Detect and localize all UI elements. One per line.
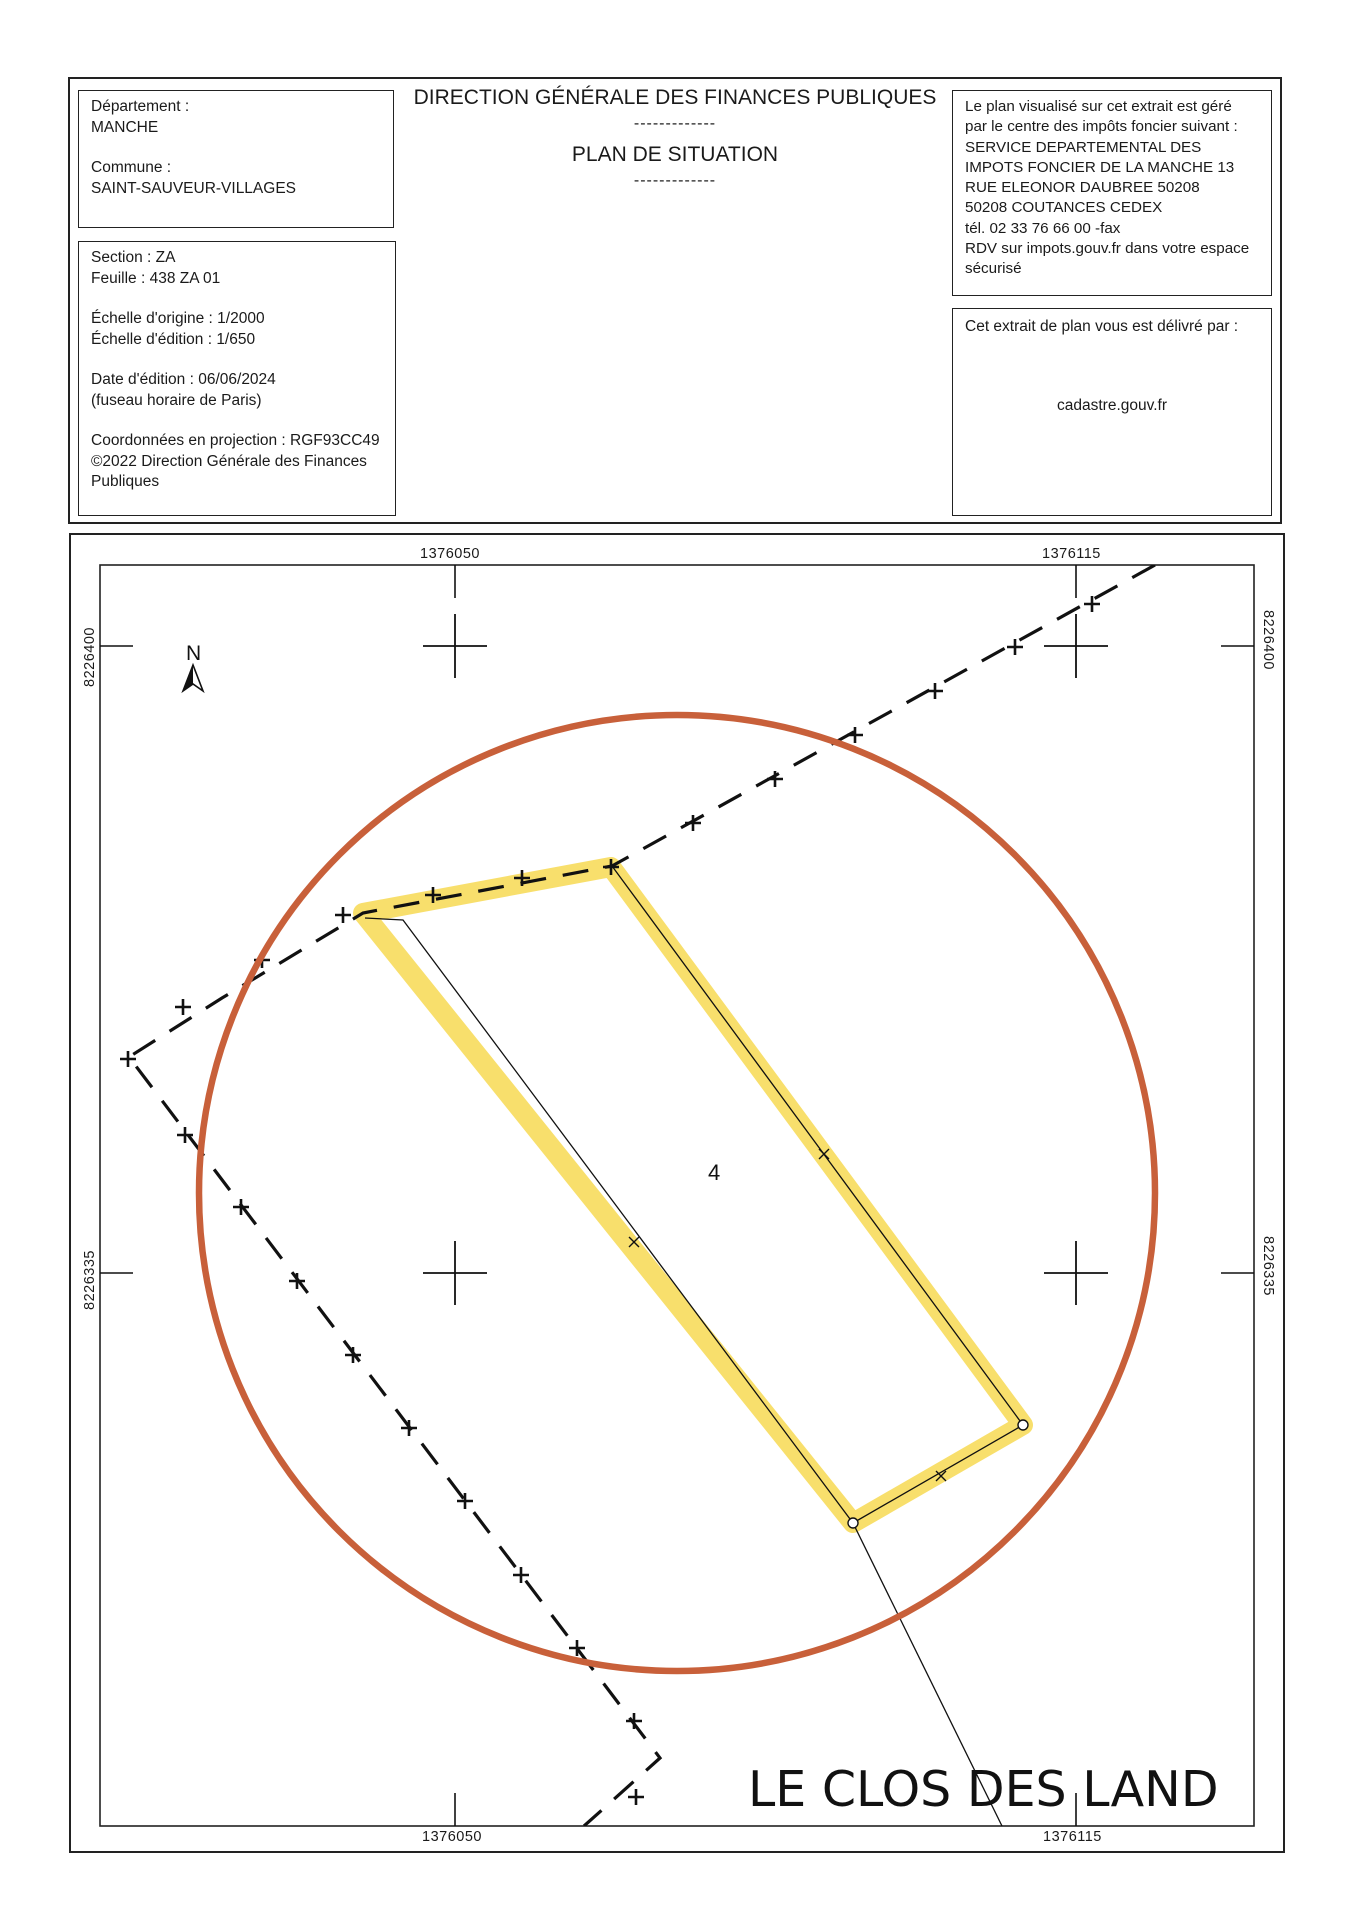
boundary-markers — [120, 596, 1100, 1805]
feuille-text: Feuille : 438 ZA 01 — [91, 269, 221, 287]
coord-y-left-top: 8226400 — [82, 627, 98, 687]
border-ticks — [100, 565, 1254, 1826]
tax-office-line-2: par le centre des impôts foncier suivant : — [965, 118, 1238, 136]
tax-office-line-6: 50208 COUTANCES CEDEX — [965, 199, 1163, 217]
coord-y-right-top: 8226400 — [1260, 610, 1276, 670]
agency-title: DIRECTION GÉNÉRALE DES FINANCES PUBLIQUES — [413, 86, 937, 109]
commune-label: Commune : — [91, 159, 172, 176]
departement-value: MANCHE — [91, 118, 159, 136]
departement-label: Département : — [91, 98, 190, 115]
tax-office-line-1: Le plan visualisé sur cet extrait est géré — [965, 98, 1232, 115]
tax-office-line-9: sécurisé — [965, 260, 1022, 278]
date-edition-text: Date d'édition : 06/06/2024 — [91, 371, 276, 388]
section-text: Section : ZA — [91, 249, 176, 266]
tax-office-line-7: tél. 02 33 76 66 00 -fax — [965, 219, 1121, 237]
coord-x-top-left: 1376050 — [420, 546, 480, 562]
north-label: N — [186, 642, 202, 665]
north-arrow-icon — [183, 642, 203, 691]
copyright-text-1: ©2022 Direction Générale des Finances — [91, 452, 367, 470]
echelle-edition-text: Échelle d'édition : 1/650 — [91, 330, 256, 348]
coord-x-top-right: 1376115 — [1042, 546, 1101, 562]
title-separator-bottom: ------------- — [633, 172, 717, 189]
tax-office-line-3: SERVICE DEPARTEMENTAL DES — [965, 138, 1202, 156]
commune-value: SAINT-SAUVEUR-VILLAGES — [91, 179, 297, 197]
fuseau-text: (fuseau horaire de Paris) — [91, 391, 262, 409]
place-name: LE CLOS DES LAND — [748, 1761, 1219, 1818]
cadastre-site-text: cadastre.gouv.fr — [1057, 396, 1167, 414]
echelle-origine-text: Échelle d'origine : 1/2000 — [91, 310, 265, 327]
tax-office-line-4: IMPOTS FONCIER DE LA MANCHE 13 — [965, 158, 1235, 176]
delivered-by-text: Cet extrait de plan vous est délivré par : — [965, 318, 1239, 335]
parcel-number: 4 — [708, 1160, 721, 1185]
title-separator-top: ------------- — [633, 115, 717, 132]
map-neatline — [100, 565, 1254, 1826]
document-title: PLAN DE SITUATION — [571, 143, 779, 166]
coord-x-bottom-right: 1376115 — [1043, 1829, 1102, 1845]
commune-boundary-line — [129, 565, 1155, 1826]
crosshair-icon — [423, 614, 1108, 1305]
coord-y-right-bottom: 8226335 — [1260, 1236, 1276, 1296]
projection-text: Coordonnées en projection : RGF93CC49 — [91, 432, 380, 449]
parcel-highlight — [363, 867, 1023, 1523]
copyright-text-2: Publiques — [91, 473, 160, 490]
coord-x-bottom-left: 1376050 — [422, 1829, 482, 1845]
situation-circle — [199, 715, 1155, 1671]
tax-office-line-8: RDV sur impots.gouv.fr dans votre espace — [965, 240, 1250, 258]
tax-office-line-5: RUE ELEONOR DAUBREE 50208 — [965, 179, 1200, 197]
parcel-boundary — [365, 866, 1023, 1826]
coord-y-left-bottom: 8226335 — [82, 1250, 98, 1310]
